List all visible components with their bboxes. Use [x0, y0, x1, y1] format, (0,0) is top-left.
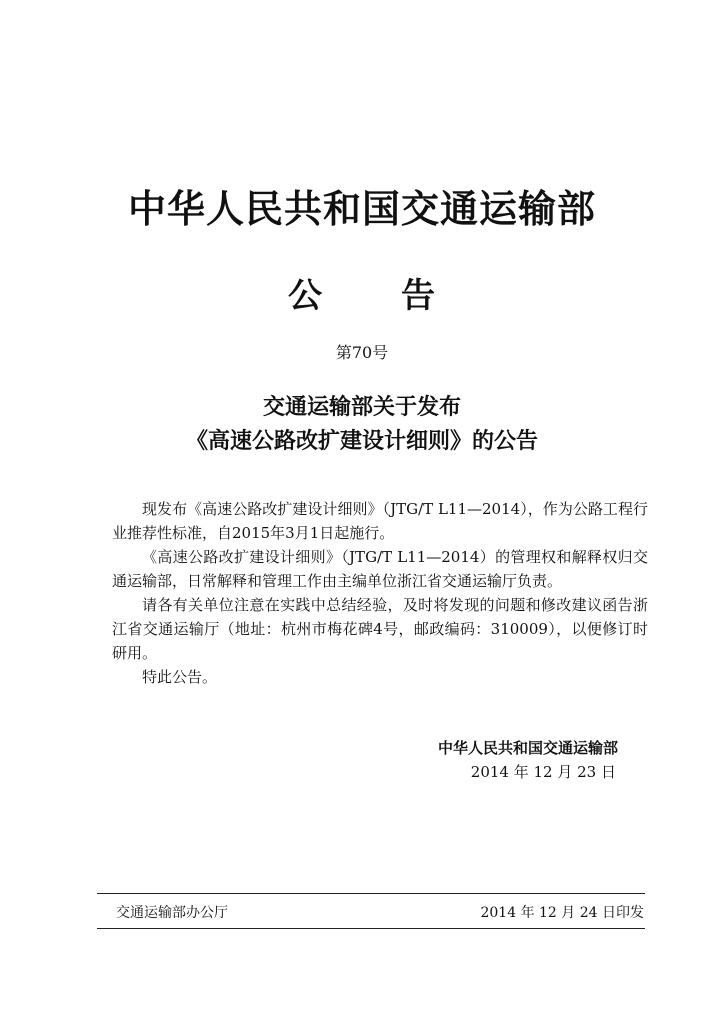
- announcement-heading: [0, 268, 724, 317]
- announcement-char-2: 告: [401, 276, 436, 316]
- body-paragraph-1: 现发布《高速公路改扩建设计细则》（JTG/T L11—2014），作为公路工程行业推荐性标准，自2015年3月1日起施行。: [112, 500, 648, 542]
- title-line-2: 《高速公路改扩建设计细则》的公告: [185, 428, 538, 454]
- footer-print-date: 2014 年 12 月 24 日印发: [480, 905, 644, 921]
- body-paragraph-2: 《高速公路改扩建设计细则》（JTG/T L11—2014）的管理权和解释权归交通运输部，日常解释和管理工作由主编单位浙江省交通运输厅负责。: [112, 548, 648, 590]
- document-number: 第70号: [335, 343, 389, 362]
- document-title: [0, 390, 724, 458]
- title-line-1: 交通运输部关于发布: [262, 394, 461, 420]
- signature-date: 2014 年 12 月 23 日: [470, 763, 616, 781]
- footer-office: 交通运输部办公厅: [116, 905, 228, 921]
- body-paragraph-4: 特此公告。: [142, 668, 218, 686]
- announcement-body: [112, 497, 648, 689]
- body-paragraph-3: 请各有关单位注意在实践中总结经验，及时将发现的问题和修改建议函告浙江省交通运输厅（地址：杭州市梅花碑4号，邮政编码：310009），以便修订时研用。: [112, 596, 648, 662]
- signature-block: [438, 736, 618, 784]
- footer-bottom-rule: [97, 928, 645, 929]
- signature-organization: 中华人民共和国交通运输部: [437, 739, 618, 757]
- announcement-char-1: 公: [288, 276, 323, 316]
- issuer-heading: 中华人民共和国交通运输部: [127, 186, 596, 231]
- footer-top-rule: [97, 893, 645, 894]
